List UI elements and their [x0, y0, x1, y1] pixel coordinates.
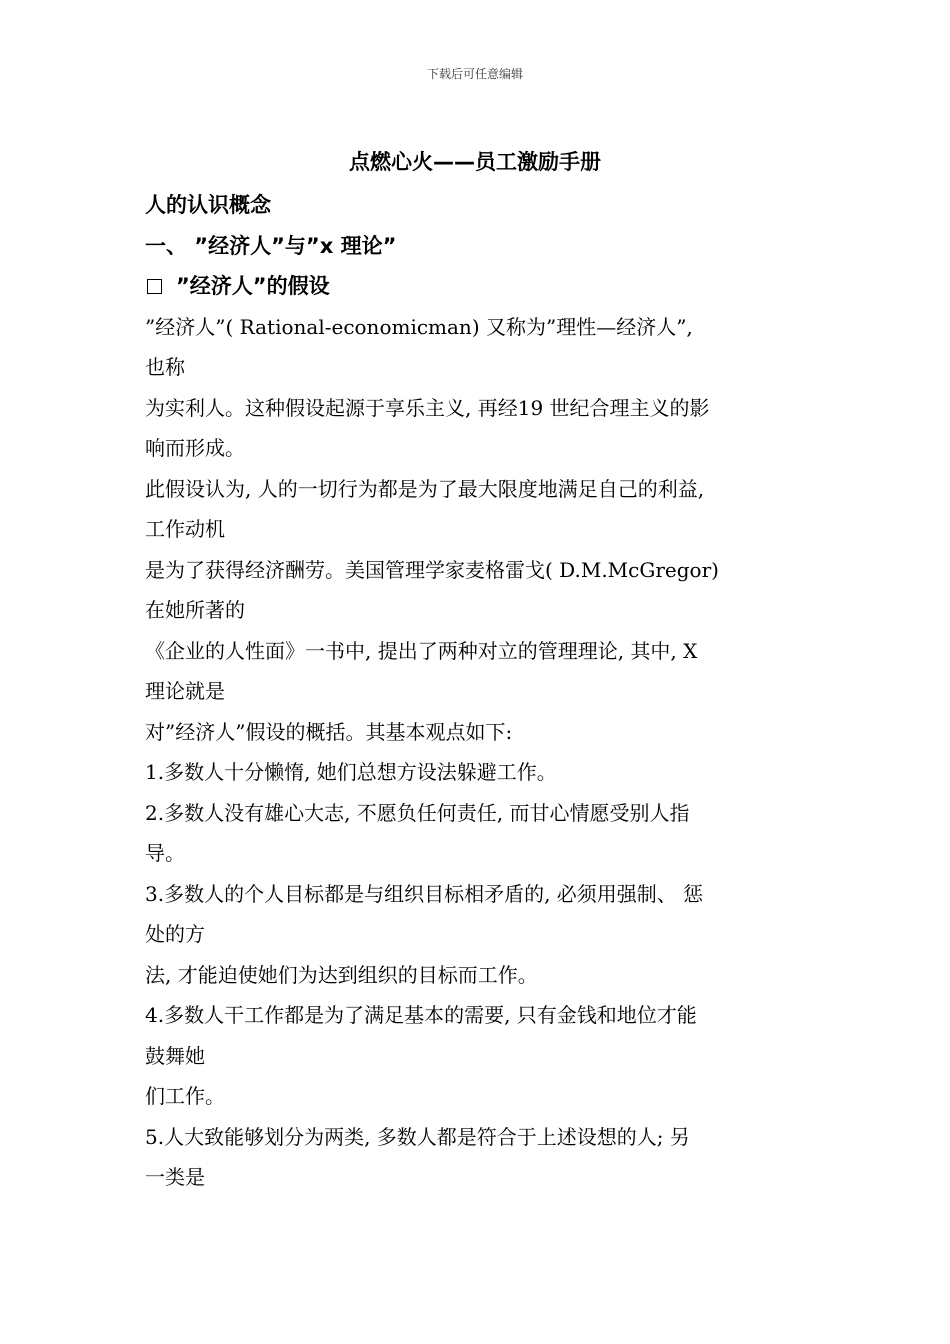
- list-item-line: 们工作。: [145, 1084, 225, 1108]
- item-heading-text: ”经济人”的假设: [176, 274, 330, 298]
- document-title: 点燃心火——员工激励手册: [349, 150, 601, 174]
- list-item-line: 3.多数人的个人目标都是与组织目标相矛盾的, 必须用强制、 惩: [145, 881, 704, 906]
- paragraph-line: 也称: [145, 355, 185, 379]
- paragraph-line: 理论就是: [145, 679, 225, 703]
- list-item-line: 处的方: [145, 922, 205, 946]
- paragraph-line: 《企业的人性面》一书中, 提出了两种对立的管理理论, 其中, X: [145, 638, 698, 663]
- paragraph-line: 此假设认为, 人的一切行为都是为了最大限度地满足自己的利益,: [145, 476, 705, 501]
- list-item-line: 5.人大致能够划分为两类, 多数人都是符合于上述设想的人; 另: [145, 1124, 690, 1149]
- paragraph-line: 在她所著的: [145, 598, 245, 622]
- list-item-line: 4.多数人干工作都是为了满足基本的需要, 只有金钱和地位才能: [145, 1003, 697, 1027]
- list-item-line: 1.多数人十分懒惰, 她们总想方设法躲避工作。: [145, 760, 557, 784]
- paragraph-line: ”经济人”( Rational-economicman) 又称为”理性—经济人”,: [145, 314, 693, 339]
- paragraph-line: 响而形成。: [145, 436, 245, 460]
- checkbox-icon: [147, 279, 162, 294]
- paragraph-line: 是为了获得经济酬劳。美国管理学家麦格雷戈( D.M.McGregor): [145, 557, 719, 582]
- paragraph-line: 为实利人。这种假设起源于享乐主义, 再经19 世纪合理主义的影: [145, 395, 710, 420]
- page-header-note: 下载后可任意编辑: [426, 67, 523, 81]
- paragraph-line: 工作动机: [145, 517, 225, 541]
- list-item-line: 2.多数人没有雄心大志, 不愿负任何责任, 而甘心情愿受别人指: [145, 800, 690, 825]
- document-body: [145, 185, 815, 1198]
- item-heading: [145, 266, 815, 307]
- list-item-line: 法, 才能迫使她们为达到组织的目标而工作。: [145, 962, 538, 987]
- list-item-line: 导。: [145, 841, 185, 865]
- subsection-heading: 一、 ”经济人”与”x 理论”: [145, 233, 397, 258]
- list-item-line: 一类是: [145, 1165, 205, 1189]
- section-heading: 人的认识概念: [145, 193, 271, 217]
- paragraph-line: 对”经济人”假设的概括。其基本观点如下:: [145, 719, 513, 744]
- list-item-line: 鼓舞她: [145, 1043, 205, 1068]
